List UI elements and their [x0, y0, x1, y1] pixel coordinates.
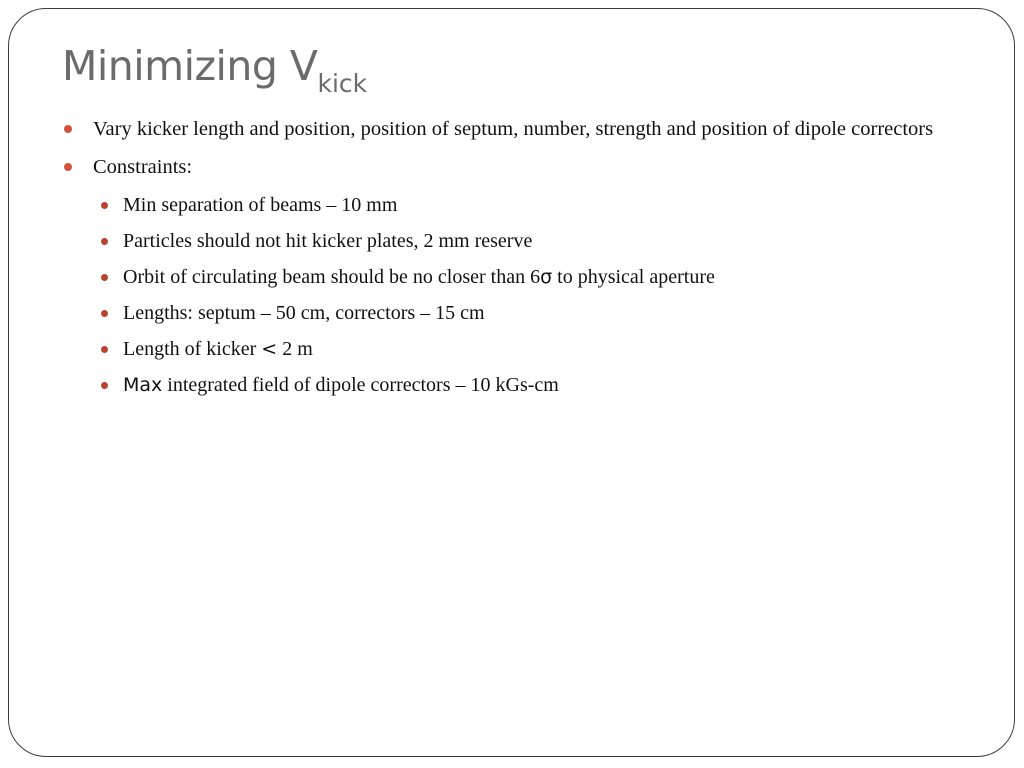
sub-bullet-max-field — [60, 370, 960, 400]
title-subscript: kick — [317, 69, 368, 98]
sub-bullet-text: integrated field of dipole correctors – 10 kGs-cm — [162, 374, 559, 396]
title-main: Minimizing V — [62, 42, 318, 90]
less-than-symbol: < — [261, 338, 278, 360]
bullet-text: Vary kicker length and position, position of septum, number, strength and position of dipole correctors — [93, 118, 934, 140]
sub-bullet-orbit-aperture — [60, 262, 960, 292]
sub-bullet-text-before: Orbit of circulating beam should be no closer than 6 — [123, 266, 541, 288]
bullet-vary-parameters — [60, 114, 960, 144]
sub-bullet-kicker-plates — [60, 226, 960, 256]
sub-bullet-min-separation — [60, 190, 960, 220]
bullet-constraints — [60, 152, 960, 182]
sub-bullet-lengths — [60, 298, 960, 328]
sigma-symbol: σ — [540, 266, 553, 288]
slide-title — [62, 38, 367, 100]
slide-content — [60, 114, 960, 400]
max-word: Max — [123, 374, 163, 396]
sub-bullet-text: Lengths: septum – 50 cm, correctors – 15 cm — [123, 302, 485, 324]
sub-bullet-text: Particles should not hit kicker plates, 2 mm reserve — [123, 230, 533, 252]
sub-bullet-text-before: Length of kicker — [123, 338, 262, 360]
sub-bullet-text-after: 2 m — [277, 338, 313, 360]
sub-bullet-text-after: to physical aperture — [552, 266, 715, 288]
sub-bullet-text: Min separation of beams – 10 mm — [123, 194, 398, 216]
sub-bullet-kicker-length — [60, 334, 960, 364]
bullet-text: Constraints: — [93, 156, 193, 178]
